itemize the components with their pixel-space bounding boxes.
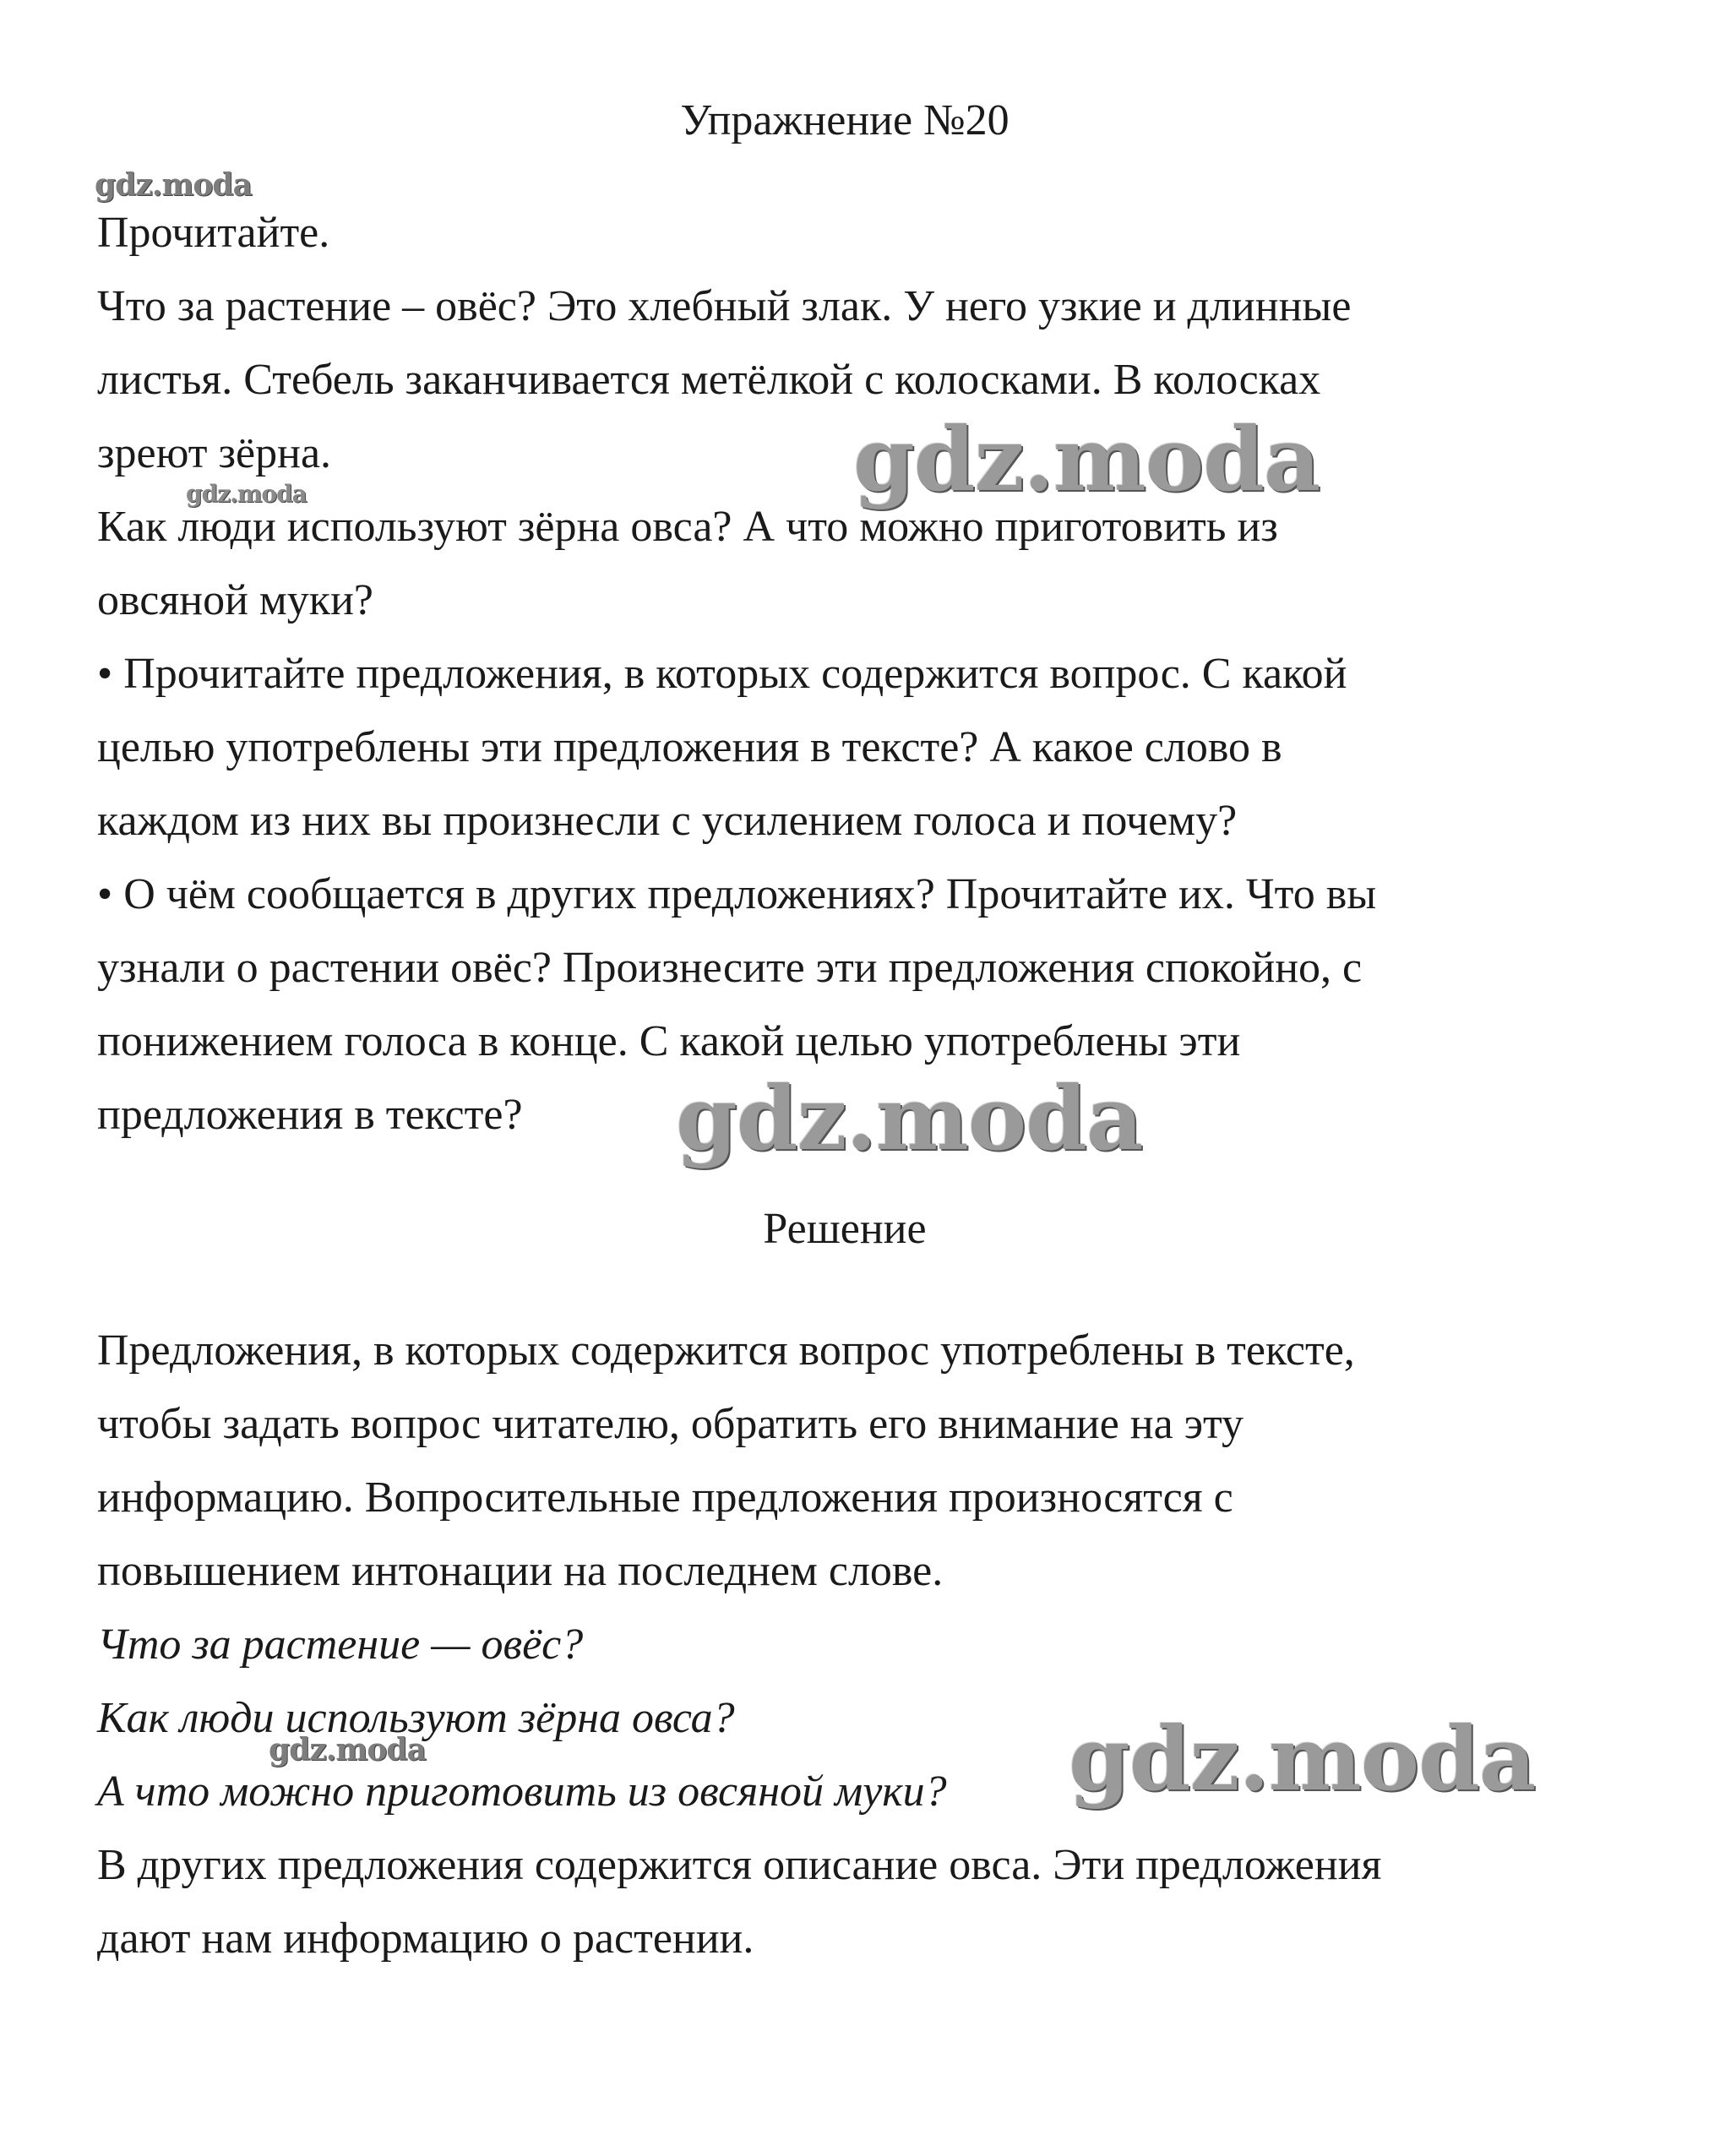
question-line: понижением голоса в конце. С какой целью употреблены эти xyxy=(97,1017,1241,1065)
solution-block xyxy=(97,1314,1652,1975)
answer-line: чтобы задать вопрос читателю, обратить его внимание на эту xyxy=(97,1400,1244,1448)
text-line: овсяной муки? xyxy=(97,576,373,624)
text-line: Что за растение – овёс? Это хлебный злак. У него узкие и длинные xyxy=(97,282,1352,330)
question-line: • О чём сообщается в других предложениях? Прочитайте их. Что вы xyxy=(97,870,1377,918)
italic-question-line: Что за растение — овёс? xyxy=(97,1620,584,1669)
exercise-title: Упражнение №20 xyxy=(680,96,1009,144)
watermark-large: gdz.moda xyxy=(1069,1707,1536,1811)
text-line: листья. Стебель заканчивается метёлкой с колосками. В колосках xyxy=(97,356,1321,404)
closing-line: дают нам информацию о растении. xyxy=(97,1914,754,1963)
italic-question-line: Как люди используют зёрна овса? xyxy=(97,1694,735,1742)
text-line: Как люди используют зёрна овса? А что можно приготовить из xyxy=(97,503,1278,551)
answer-line: Предложения, в которых содержится вопрос употреблены в тексте, xyxy=(97,1326,1355,1375)
answer-line: информацию. Вопросительные предложения произносятся с xyxy=(97,1473,1233,1522)
question-line: предложения в тексте? xyxy=(97,1091,523,1139)
task-block xyxy=(97,196,1652,1152)
question-line: узнали о растении овёс? Произнесите эти предложения спокойно, с xyxy=(97,944,1363,992)
italic-question-line: А что можно приготовить из овсяной муки? xyxy=(97,1767,947,1816)
watermark-large: gdz.moda xyxy=(853,407,1320,511)
question-line: • Прочитайте предложения, в которых содержится вопрос. С какой xyxy=(97,650,1347,698)
question-line: каждом из них вы произнесли с усилением голоса и почему? xyxy=(97,797,1238,845)
question-line: целью употреблены эти предложения в тексте? А какое слово в xyxy=(97,723,1282,771)
answer-line: повышением интонации на последнем слове. xyxy=(97,1547,944,1595)
solution-heading: Решение xyxy=(763,1205,927,1253)
closing-line: В других предложения содержится описание овса. Эти предложения xyxy=(97,1841,1382,1889)
watermark-tiny: gdz.moda xyxy=(186,480,307,508)
watermark-small: gdz.moda xyxy=(269,1732,426,1767)
task-intro: Прочитайте. xyxy=(97,209,330,257)
watermark-small: gdz.moda xyxy=(95,167,252,203)
text-line: зреют зёрна. xyxy=(97,429,332,477)
watermark-large: gdz.moda xyxy=(676,1066,1143,1170)
